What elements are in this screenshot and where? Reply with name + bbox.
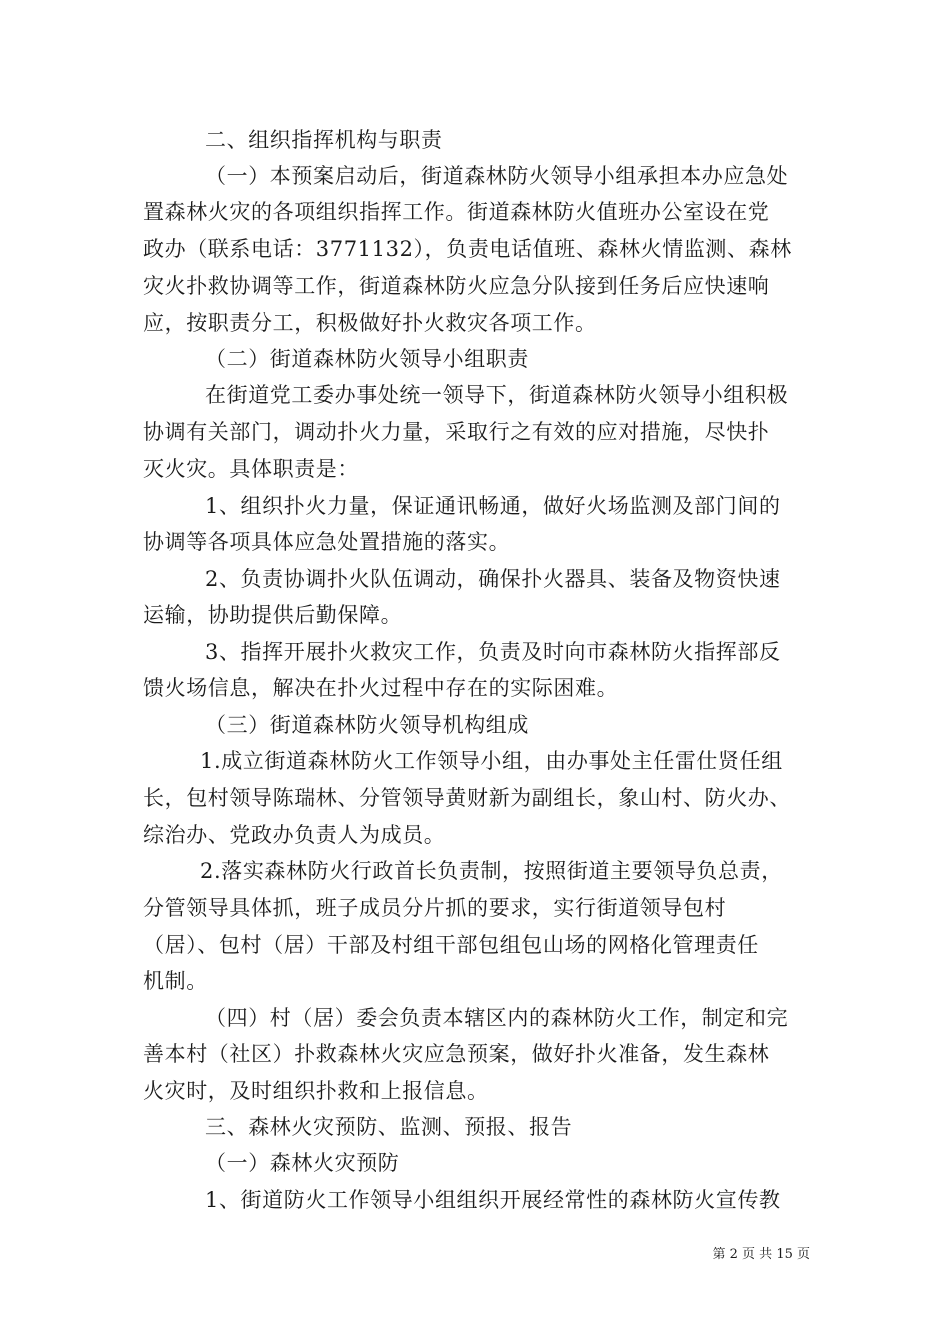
list-item-line: 机制。 [143,969,208,993]
paragraph-line: 灾火扑救协调等工作，街道森林防火应急分队接到任务后应快速响 [143,274,770,298]
page-number: 第 2 页 共 15 页 [712,1247,810,1262]
paragraph-line: 应，按职责分工，积极做好扑火救灾各项工作。 [143,311,597,335]
subsection-heading: （三）街道森林防火领导机构组成 [205,713,529,737]
subsection-heading: （二）街道森林防火领导小组职责 [205,347,529,371]
list-item-line: 2.落实森林防火行政首长负责制，按照街道主要领导负总责， [200,859,783,883]
paragraph-line: 置森林火灾的各项组织指挥工作。街道森林防火值班办公室设在党 [143,200,770,224]
paragraph-line: 火灾时，及时组织扑救和上报信息。 [143,1079,489,1103]
list-item-line: 1、组织扑火力量，保证通讯畅通，做好火场监测及部门间的 [205,494,781,518]
list-item-line: 1、街道防火工作领导小组组织开展经常性的森林防火宣传教 [205,1188,781,1212]
list-item-line: 3、指挥开展扑火救灾工作，负责及时向市森林防火指挥部反 [205,640,781,664]
list-item-line: 长，包村领导陈瑞林、分管领导黄财新为副组长，象山村、防火办、 [143,786,791,810]
list-item-line: 2、负责协调扑火队伍调动，确保扑火器具、装备及物资快速 [205,567,781,591]
paragraph-line: 政办（联系电话：3771132），负责电话值班、森林火情监测、森林 [143,237,792,261]
section-heading: 二、组织指挥机构与职责 [205,128,443,152]
list-item-line: 协调等各项具体应急处置措施的落实。 [143,530,511,554]
paragraph-line: （一）本预案启动后，街道森林防火领导小组承担本办应急处 [205,164,789,188]
section-heading: 三、森林火灾预防、监测、预报、报告 [205,1115,573,1139]
paragraph-line: 善本村（社区）扑救森林火灾应急预案，做好扑火准备，发生森林 [143,1042,770,1066]
paragraph-line: 在街道党工委办事处统一领导下，街道森林防火领导小组积极 [205,383,789,407]
subsection-heading: （一）森林火灾预防 [205,1151,400,1175]
list-item-line: 馈火场信息，解决在扑火过程中存在的实际困难。 [143,676,619,700]
list-item-line: 运输，协助提供后勤保障。 [143,603,403,627]
paragraph-line: （四）村（居）委会负责本辖区内的森林防火工作，制定和完 [205,1006,789,1030]
list-item-line: 1.成立街道森林防火工作领导小组，由办事处主任雷仕贤任组 [200,749,783,773]
list-item-line: 分管领导具体抓，班子成员分片抓的要求，实行街道领导包村 [143,896,727,920]
paragraph-line: 协调有关部门，调动扑火力量，采取行之有效的应对措施，尽快扑 [143,420,770,444]
list-item-line: （居）、包村（居）干部及村组干部包组包山场的网格化管理责任 [143,933,759,957]
paragraph-line: 灭火灾。具体职责是： [143,457,359,481]
list-item-line: 综治办、党政办负责人为成员。 [143,823,446,847]
